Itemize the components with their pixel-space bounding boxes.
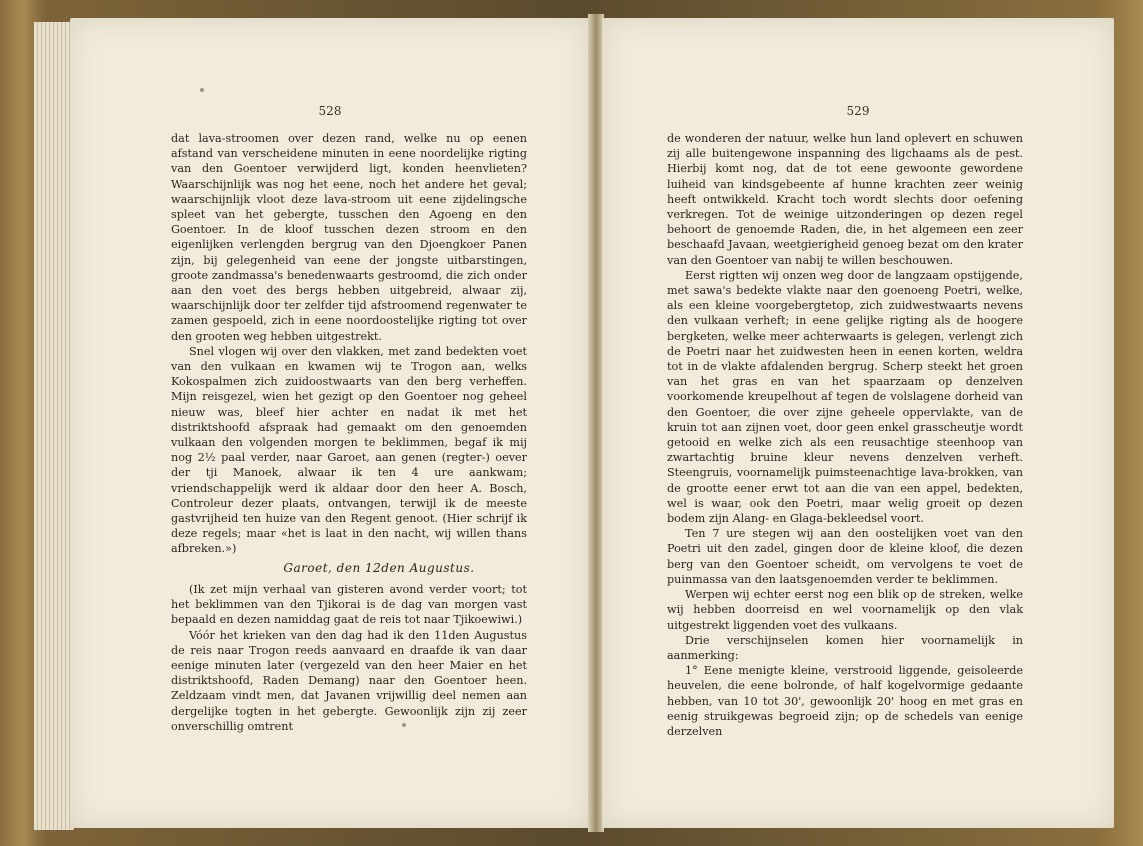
paragraph: de wonderen der natuur, welke hun land oplevert en schuwen zij alle buitengewone inspanning des ligchaams als de pest. Hierbij komt nog, dat de tot eene gewoonte gewordene luiheid van kindsgebeente af hunne krachten zeer weinig heeft ontwikkeld. Kracht toch wordt slechts door oefening verkregen. Tot de weinige uitzonderingen op dezen regel behoort de genoemde Raden, die, in het algemeen een zeer beschaafd Javaan, weetgierigheid genoeg bezat om den krater van den Goentoer van nabij te willen beschouwen. <box>667 132 1023 267</box>
ink-spot <box>200 88 204 92</box>
paragraph: Eerst rigtten wij onzen weg door de langzaam opstijgende, met sawa's bedekte vlakte naar den goenoeng Poetri, welke, als een kleine voorgebergtetop, zich zuidwestwaarts nevens den vulkaan verheft; in eene gelijke rigting als de hoogere bergketen, welke meer achterwaarts is gelegen, verlengt zich de Poetri naar het zuidwesten heen in eenen korten, weldra tot in de vlakte afdalenden bergrug. Scherp steekt het groen van het gras en van het spaarzaam op denzelven voorkomende kreupelhout af tegen de volslagene dorheid van den Goentoer, die over zijne geheele oppervlakte, van de kruin tot aan zijnen voet, door geen enkel grasscheutje wordt getooid en welke zich als een reusachtige steenhoop van zwartachtig bruine kleur nevens denzelven verheft. Steengruis, voornamelijk puimsteenachtige lava-brokken, van de grootte eener erwt tot aan die van een appel, bedekten, wel is waar, ook den Poetri, maar welig groeit op dezen bodem zijn Alang- en Glaga-bekleedsel voort. <box>667 268 1023 526</box>
paragraph: Snel vlogen wij over den vlakken, met zand bedekten voet van den vulkaan en kwamen wij te Trogon aan, welks Kokospalmen zich zuidoostwaarts van den berg verheffen. Mijn reisgezel, wien het gezigt op den Goentoer nog geheel nieuw was, bleef hier achter en nadat ik met het distriktshoofd afspraak had gemaakt om den genoemden vulkaan den volgenden morgen te beklimmen, begaf ik mij nog 2½ paal verder, naar Garoet, aan genen (regter-) oever der tji Manoek, alwaar ik ten 4 ure aankwam; vriendschappelijk werd ik aldaar door den heer A. Bosch, Controleur dezer plaats, ontvangen, terwijl ik de meeste gastvrijheid ten huize van den Regent genoot. (Hier schrijf ik deze regels; maar «het is laat in den nacht, wij willen thans afbreken.») <box>171 344 527 556</box>
ink-spot <box>402 723 406 727</box>
dateline-heading: Garoet, den 12den Augustus. <box>283 560 475 575</box>
paragraph: Werpen wij echter eerst nog een blik op de streken, welke wij hebben doorreisd en wel voornamelijk op den vlak uitgestrekt liggenden voet des vulkaans. <box>667 588 1023 632</box>
right-page <box>602 18 1114 828</box>
page-edges <box>34 22 74 830</box>
paragraph: 1° Eene menigte kleine, verstrooid liggende, geisoleerde heuvelen, die eene bolronde, of half kogelvormige gedaante hebben, van 10 tot 30', gewoonlijk 20' hoog en met gras en eenig struikgewas begroeid zijn; op de schedels van eenige derzelven <box>667 664 1023 738</box>
paragraph: Ten 7 ure stegen wij aan den oostelijken voet van den Poetri uit den zadel, gingen door de kleine kloof, die dezen berg van den Goentoer scheidt, om vervolgens te voet de puinmassa van den laatsgenoemden verder te beklimmen. <box>667 527 1023 586</box>
paragraph: (Ik zet mijn verhaal van gisteren avond verder voort; tot het beklimmen van den Tjikorai is de dag van morgen vast bepaald en dezen namiddag gaat de reis tot naar Tjikoewiwi.) <box>171 582 527 627</box>
paragraph: Drie verschijnselen komen hier voornamelijk in aanmerking: <box>667 633 1023 662</box>
paragraph: dat lava-stroomen over dezen rand, welke nu op eenen afstand van verscheidene minuten in eene noordelijke rigting van den Goentoer verwijderd ligt, konden heenvlieten? Waarschijnlijk was nog het eene, noch het andere het geval; waarschijnlijk vloot deze lava-stroom uit eene zijdelingsche spleet van het gebergte, tusschen den Agoeng en den Goentoer. In de kloof tusschen dezen stroom en den eigenlijken verlengden bergrug van den Djoengkoer Panen zijn, bij gelegenheid van eene der jongste uitbarstingen, groote zandmassa's benedenwaarts gestroomd, die zich onder aan den voet des bergs hebben uitgebreid, alwaar zij, waarschijnlijk door ter zelfder tijd afstroomend regenwater te zamen gespoeld, zich in eene noordoostelijke rigting tot over den grooten weg hebben uitgestrekt. <box>171 132 527 343</box>
page-number: 528 <box>318 104 342 118</box>
page-number: 529 <box>846 104 870 118</box>
right-page-text <box>667 131 1023 739</box>
paragraph: Vóór het krieken van den dag had ik den 11den Augustus de reis naar Trogon reeds aanvaard en draafde ik van daar eenige minuten later (vergezeld van den heer Maier en het distriktshoofd, Raden Demang) naar den Goentoer heen. Zeldzaam vindt men, dat Javanen vrijwillig deel nemen aan dergelijke togten in het gebergte. Gewoonlijk zijn zij zeer onverschillig omtrent <box>171 628 527 733</box>
left-page <box>70 18 590 828</box>
left-page-text <box>171 131 527 734</box>
